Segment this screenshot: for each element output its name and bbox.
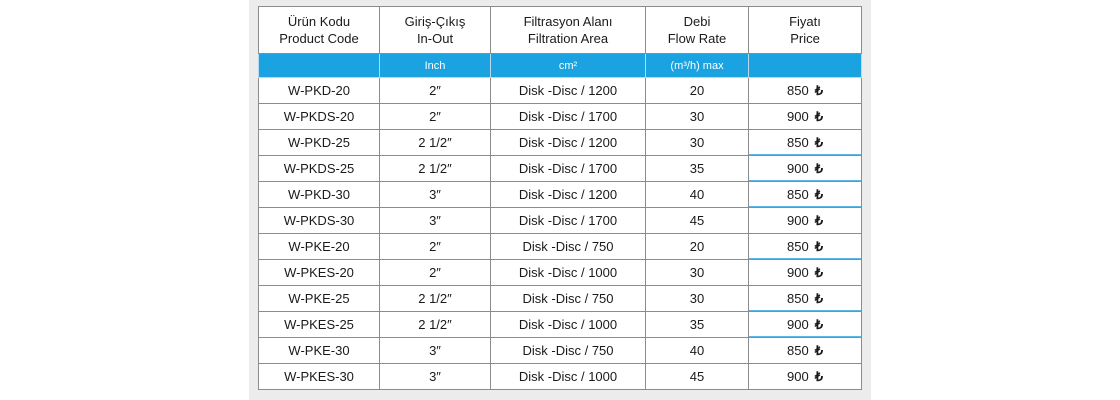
- table-row: [259, 260, 862, 286]
- price-value: 900: [787, 160, 809, 176]
- price-cell: [749, 364, 862, 390]
- filtration-area-cell: Disk -Disc / 750: [491, 286, 646, 312]
- table-row: [259, 156, 862, 182]
- lira-icon: ₺: [814, 212, 823, 228]
- flow-rate-cell: 35: [646, 312, 749, 338]
- price-cell: [749, 286, 862, 312]
- filtration-area-cell: Disk -Disc / 1000: [491, 260, 646, 286]
- unit-cell: Inch: [380, 54, 491, 78]
- lira-icon: ₺: [814, 186, 823, 202]
- in-out-cell: 2″: [380, 260, 491, 286]
- lira-icon: ₺: [814, 316, 823, 332]
- filtration-area-cell: Disk -Disc / 1200: [491, 182, 646, 208]
- table-row: [259, 364, 862, 390]
- flow-rate-cell: 45: [646, 364, 749, 390]
- table-row: [259, 104, 862, 130]
- in-out-cell: 2 1/2″: [380, 130, 491, 156]
- product-code-cell: W-PKE-25: [259, 286, 380, 312]
- product-code-cell: W-PKES-25: [259, 312, 380, 338]
- price-cell: [749, 260, 862, 286]
- in-out-cell: 2 1/2″: [380, 312, 491, 338]
- price-value: 900: [787, 264, 809, 280]
- lira-icon: ₺: [814, 82, 823, 98]
- table-row: [259, 130, 862, 156]
- lira-icon: ₺: [814, 342, 823, 358]
- table-row: [259, 78, 862, 104]
- price-cell: [749, 78, 862, 104]
- price-cell: [749, 338, 862, 364]
- lira-icon: ₺: [814, 368, 823, 384]
- price-cell: [749, 156, 862, 182]
- price-cell: [749, 208, 862, 234]
- unit-cell: (m³/h) max: [646, 54, 749, 78]
- product-table: [258, 6, 862, 390]
- flow-rate-cell: 20: [646, 234, 749, 260]
- lira-icon: ₺: [814, 160, 823, 176]
- filtration-area-cell: Disk -Disc / 750: [491, 338, 646, 364]
- flow-rate-cell: 20: [646, 78, 749, 104]
- filtration-area-cell: Disk -Disc / 1700: [491, 104, 646, 130]
- product-code-cell: W-PKES-30: [259, 364, 380, 390]
- unit-cell: cm²: [491, 54, 646, 78]
- table-row: [259, 208, 862, 234]
- filtration-area-cell: Disk -Disc / 1000: [491, 312, 646, 338]
- price-value: 850: [787, 134, 809, 150]
- product-code-cell: W-PKES-20: [259, 260, 380, 286]
- header-in-out: Giriş-Çıkış In-Out: [380, 7, 491, 54]
- price-value: 900: [787, 108, 809, 124]
- product-code-cell: W-PKD-25: [259, 130, 380, 156]
- lira-icon: ₺: [814, 238, 823, 254]
- in-out-cell: 2″: [380, 234, 491, 260]
- flow-rate-cell: 45: [646, 208, 749, 234]
- product-code-cell: W-PKDS-30: [259, 208, 380, 234]
- unit-cell: [749, 54, 862, 78]
- table-row: [259, 234, 862, 260]
- table-row: [259, 312, 862, 338]
- price-cell: [749, 104, 862, 130]
- lira-icon: ₺: [814, 290, 823, 306]
- price-cell: [749, 182, 862, 208]
- product-code-cell: W-PKE-20: [259, 234, 380, 260]
- in-out-cell: 2″: [380, 78, 491, 104]
- price-value: 900: [787, 368, 809, 384]
- price-value: 900: [787, 212, 809, 228]
- flow-rate-cell: 35: [646, 156, 749, 182]
- lira-icon: ₺: [814, 264, 823, 280]
- units-row: [259, 54, 862, 78]
- filtration-area-cell: Disk -Disc / 1200: [491, 130, 646, 156]
- header-filtration-area: Filtrasyon Alanı Filtration Area: [491, 7, 646, 54]
- in-out-cell: 2 1/2″: [380, 286, 491, 312]
- price-cell: [749, 312, 862, 338]
- in-out-cell: 2″: [380, 104, 491, 130]
- in-out-cell: 3″: [380, 208, 491, 234]
- price-cell: [749, 130, 862, 156]
- lira-icon: ₺: [814, 108, 823, 124]
- price-cell: [749, 234, 862, 260]
- price-value: 850: [787, 290, 809, 306]
- product-code-cell: W-PKDS-25: [259, 156, 380, 182]
- in-out-cell: 2 1/2″: [380, 156, 491, 182]
- table-row: [259, 338, 862, 364]
- header-product-code: Ürün Kodu Product Code: [259, 7, 380, 54]
- flow-rate-cell: 30: [646, 260, 749, 286]
- price-value: 850: [787, 82, 809, 98]
- in-out-cell: 3″: [380, 338, 491, 364]
- table-row: [259, 182, 862, 208]
- flow-rate-cell: 30: [646, 130, 749, 156]
- flow-rate-cell: 30: [646, 286, 749, 312]
- filtration-area-cell: Disk -Disc / 1000: [491, 364, 646, 390]
- in-out-cell: 3″: [380, 182, 491, 208]
- header-price: Fiyatı Price: [749, 7, 862, 54]
- flow-rate-cell: 30: [646, 104, 749, 130]
- product-code-cell: W-PKDS-20: [259, 104, 380, 130]
- price-value: 850: [787, 186, 809, 202]
- lira-icon: ₺: [814, 134, 823, 150]
- filtration-area-cell: Disk -Disc / 1200: [491, 78, 646, 104]
- product-code-cell: W-PKD-30: [259, 182, 380, 208]
- price-value: 900: [787, 316, 809, 332]
- filtration-area-cell: Disk -Disc / 1700: [491, 156, 646, 182]
- header-flow-rate: Debi Flow Rate: [646, 7, 749, 54]
- flow-rate-cell: 40: [646, 182, 749, 208]
- price-value: 850: [787, 342, 809, 358]
- filtration-area-cell: Disk -Disc / 1700: [491, 208, 646, 234]
- product-code-cell: W-PKD-20: [259, 78, 380, 104]
- in-out-cell: 3″: [380, 364, 491, 390]
- product-code-cell: W-PKE-30: [259, 338, 380, 364]
- table-row: [259, 286, 862, 312]
- filtration-area-cell: Disk -Disc / 750: [491, 234, 646, 260]
- header-row: [259, 7, 862, 54]
- unit-cell: [259, 54, 380, 78]
- price-value: 850: [787, 238, 809, 254]
- flow-rate-cell: 40: [646, 338, 749, 364]
